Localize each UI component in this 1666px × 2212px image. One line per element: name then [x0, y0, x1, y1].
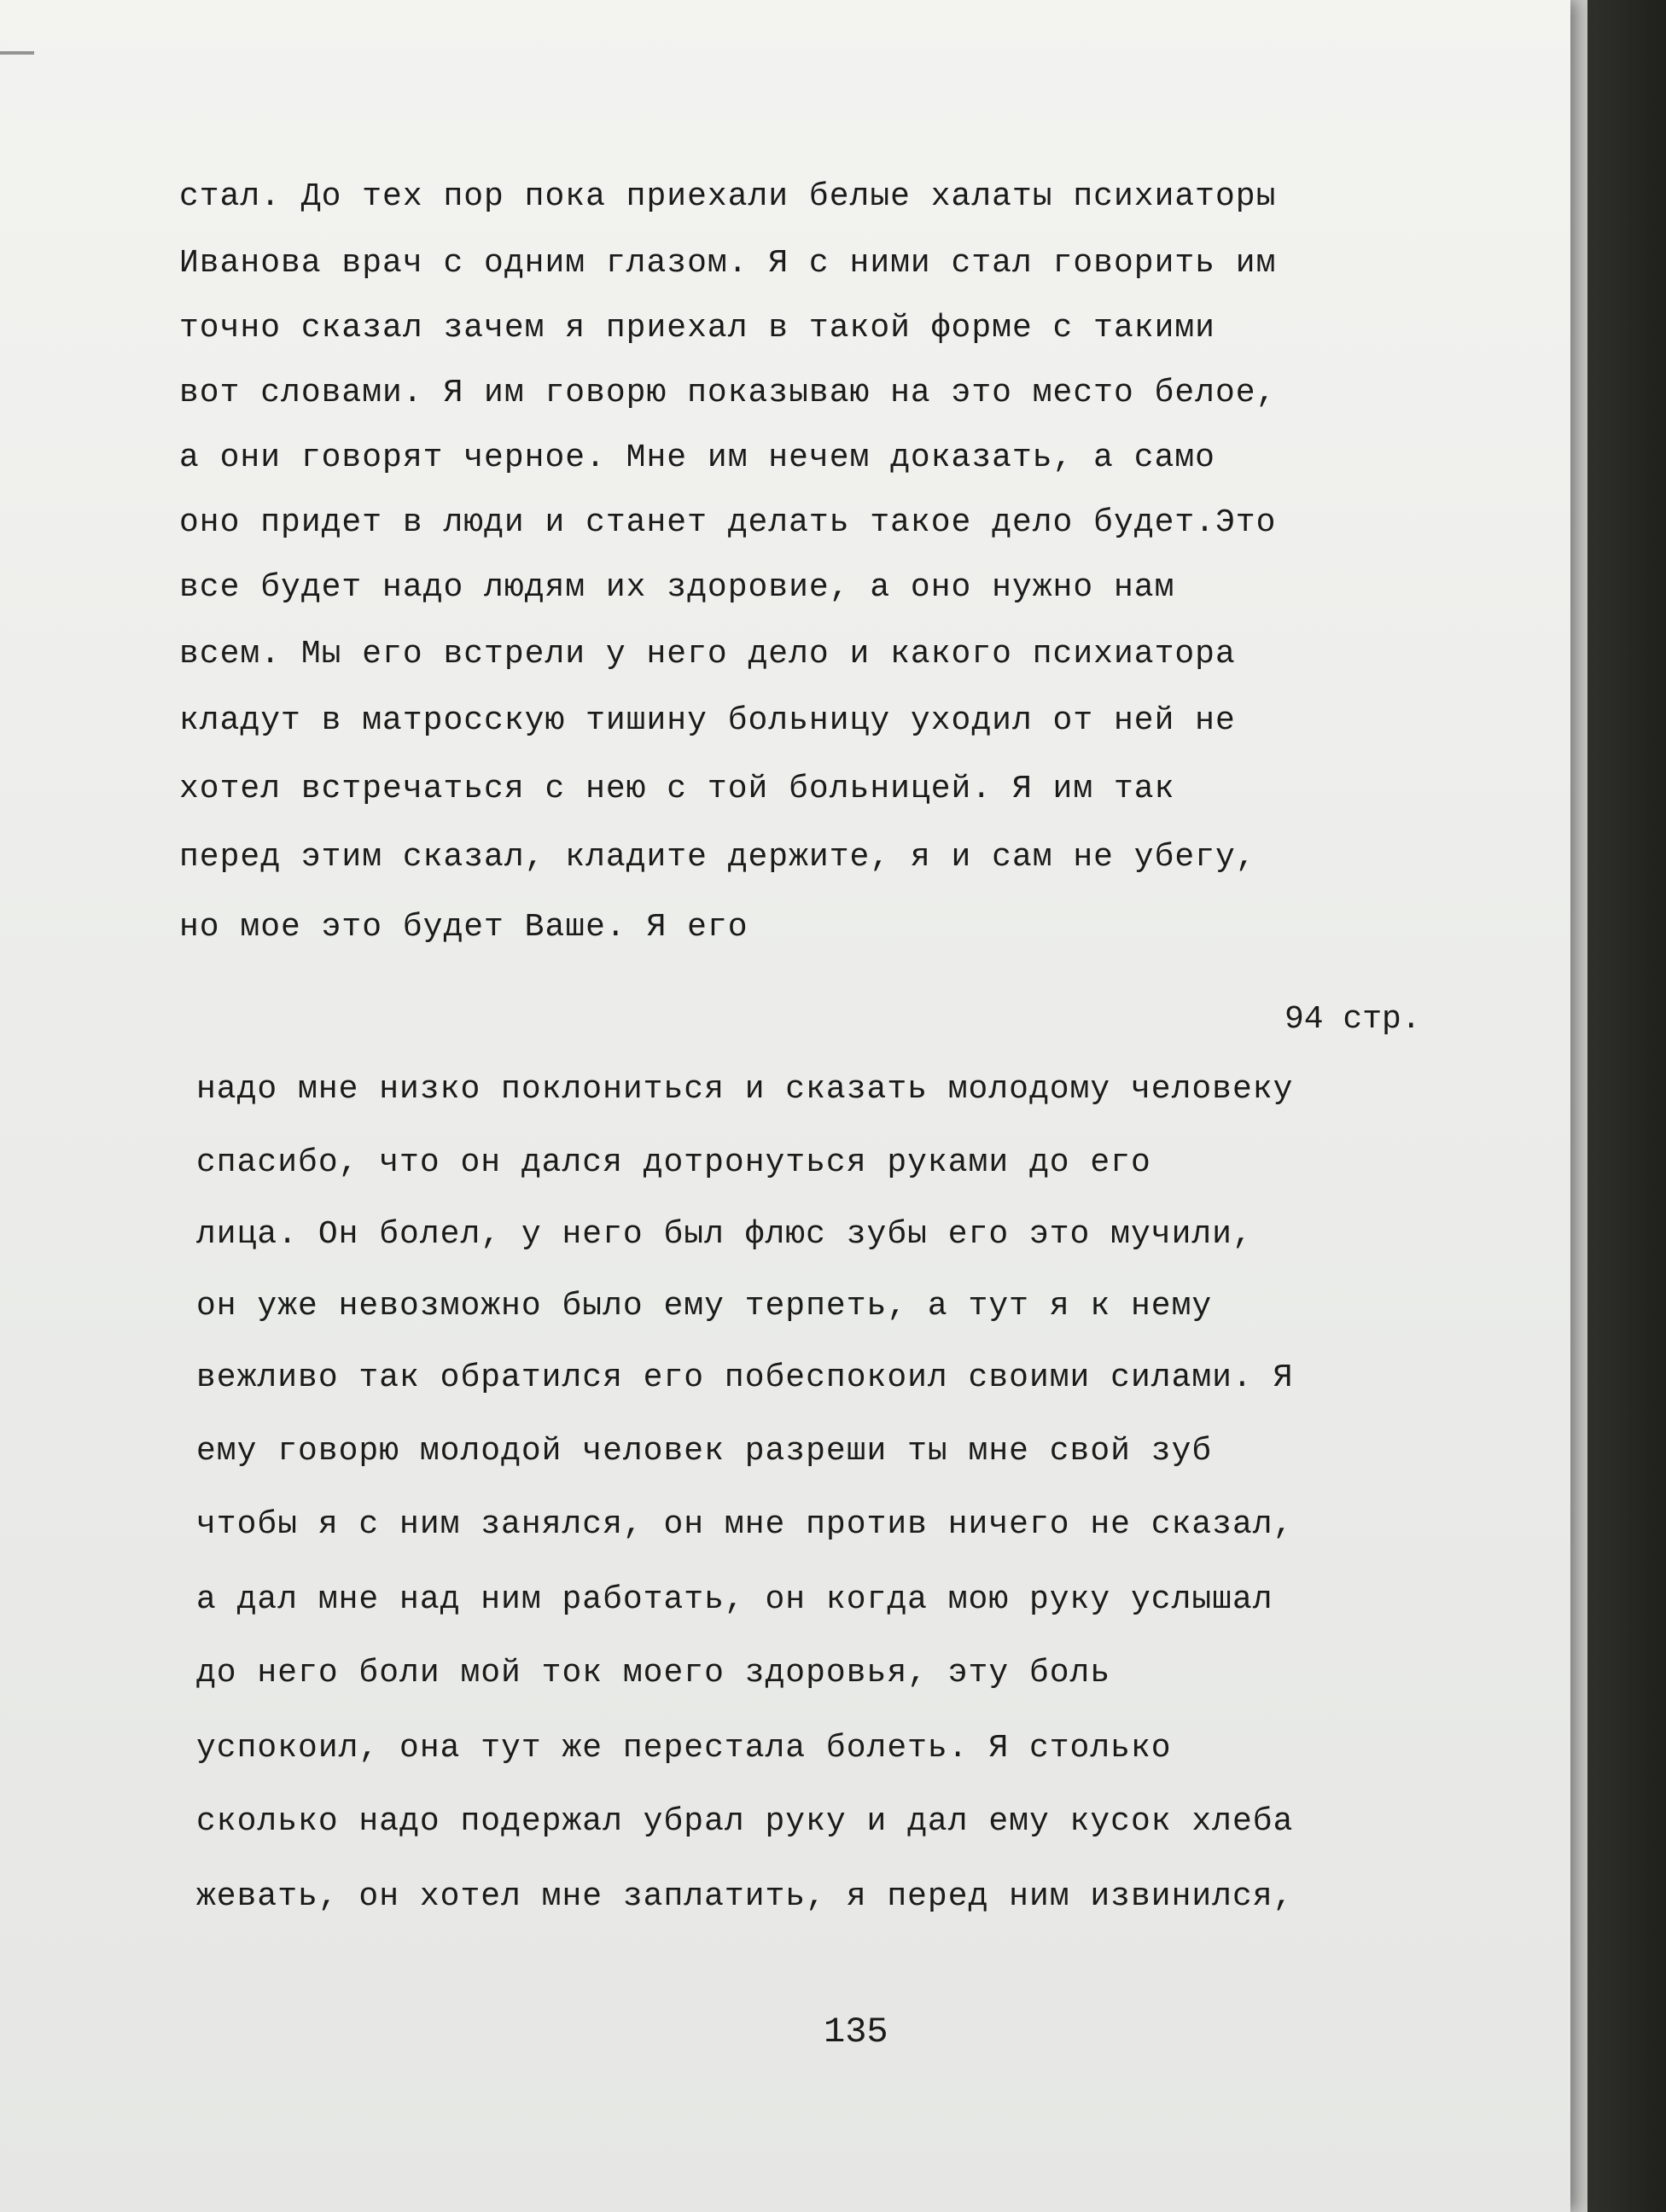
text-line: а они говорят черное. Мне им нечем доказать, а само [179, 439, 1215, 476]
text-line: ему говорю молодой человек разреши ты мне свой зуб [196, 1433, 1213, 1470]
text-line: оно придет в люди и станет делать такое дело будет.Это [179, 504, 1277, 541]
text-line: все будет надо людям их здоровие, а оно нужно нам [179, 569, 1175, 606]
text-line: вот словами. Я им говорю показываю на это место белое, [179, 375, 1277, 411]
text-line: хотел встречаться с нею с той больницей. Я им так [179, 771, 1175, 807]
text-line: успокоил, она тут же перестала болеть. Я столько [196, 1730, 1172, 1767]
text-line: лица. Он болел, у него был флюс зубы его это мучили, [196, 1216, 1253, 1253]
text-line: стал. До тех пор пока приехали белые халаты психиаторы [179, 178, 1277, 215]
text-line: спасибо, что он дался дотронуться руками до его [196, 1144, 1151, 1181]
text-line: надо мне низко поклониться и сказать молодому человеку [196, 1071, 1294, 1108]
text-line: а дал мне над ним работать, он когда мою руку услышал [196, 1581, 1273, 1618]
page-number: 135 [824, 2011, 888, 2052]
text-line: всем. Мы его встрели у него дело и какого психиатора [179, 636, 1236, 672]
text-line: но мое это будет Ваше. Я его [179, 909, 749, 946]
text-line: Иванова врач с одним глазом. Я с ними стал говорить им [179, 245, 1277, 282]
text-line: сколько надо подержал убрал руку и дал ему кусок хлеба [196, 1803, 1294, 1840]
page-edge-mark [0, 51, 34, 55]
text-line: вежливо так обратился его побеспокоил своими силами. Я [196, 1359, 1294, 1396]
text-line: точно сказал зачем я приехал в такой форме с такими [179, 310, 1215, 346]
text-line: жевать, он хотел мне заплатить, я перед ним извинился, [196, 1878, 1294, 1915]
page-marker: 94 стр. [1284, 1001, 1421, 1038]
text-line: кладут в матросскую тишину больницу уходил от ней не [179, 702, 1236, 739]
text-line: до него боли мой ток моего здоровья, эту боль [196, 1655, 1111, 1691]
text-line: чтобы я с ним занялся, он мне против ничего не сказал, [196, 1506, 1294, 1543]
text-line: перед этим сказал, кладите держите, я и сам не убегу, [179, 839, 1256, 876]
text-line: он уже невозможно было ему терпеть, а тут я к нему [196, 1288, 1213, 1324]
